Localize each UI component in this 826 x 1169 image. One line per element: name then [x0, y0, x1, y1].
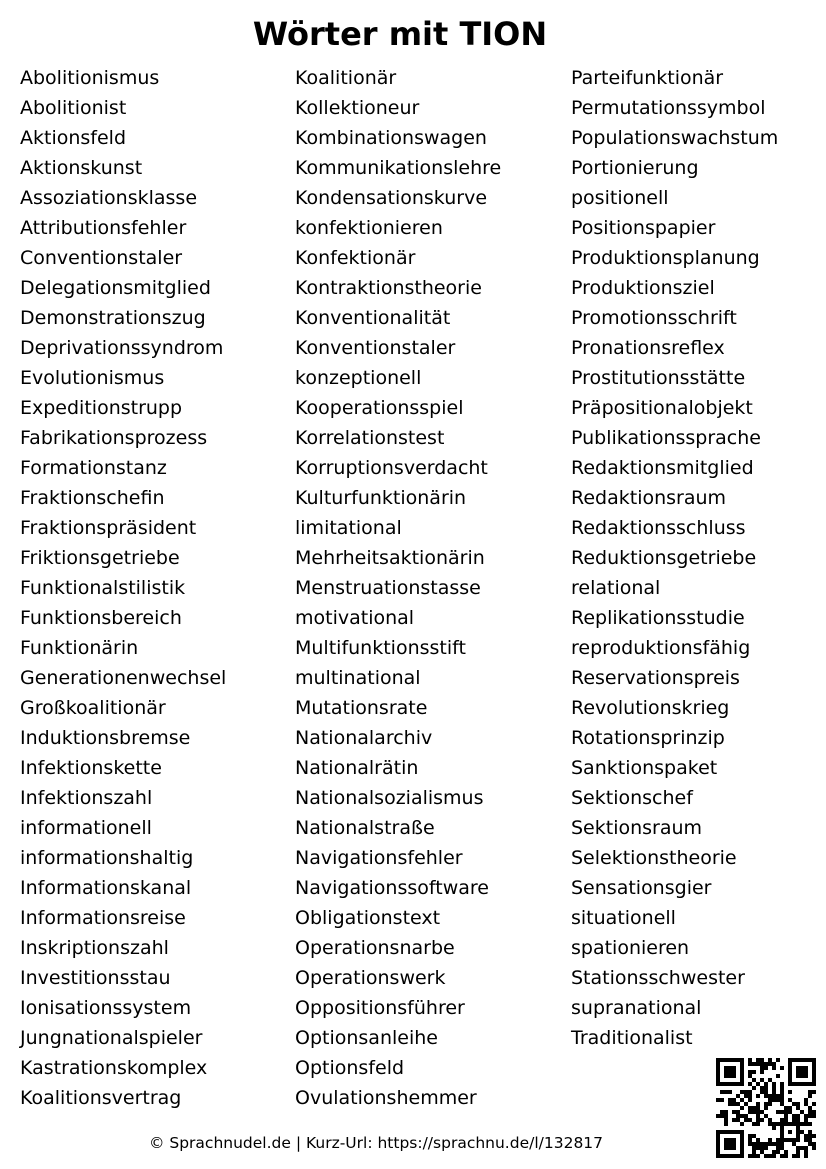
word-item: Sanktionspaket: [571, 757, 718, 779]
word-item: Ovulationshemmer: [295, 1087, 477, 1109]
word-item: Inskriptionszahl: [20, 937, 169, 959]
word-item: konzeptionell: [295, 367, 422, 389]
word-item: Oppositionsführer: [295, 997, 465, 1019]
word-item: Parteifunktionär: [571, 67, 724, 89]
word-item: Sektionschef: [571, 787, 693, 809]
word-item: spationieren: [571, 937, 690, 959]
word-item: Koalitionsvertrag: [20, 1087, 182, 1109]
word-item: Fraktionspräsident: [20, 517, 197, 539]
word-item: Funktionsbereich: [20, 607, 182, 629]
word-item: Aktionsfeld: [20, 127, 127, 149]
word-item: Expeditionstrupp: [20, 397, 183, 419]
word-item: Traditionalist: [571, 1027, 693, 1049]
word-item: Multifunktionsstift: [295, 637, 466, 659]
word-item: Delegationsmitglied: [20, 277, 211, 299]
word-item: Sektionsraum: [571, 817, 703, 839]
word-item: Großkoalitionär: [20, 697, 166, 719]
word-item: Obligationstext: [295, 907, 441, 929]
word-item: Generationenwechsel: [20, 667, 227, 689]
word-column-2: [295, 63, 501, 1113]
word-item: Informationsreise: [20, 907, 186, 929]
word-item: Selektionstheorie: [571, 847, 737, 869]
word-item: Abolitionist: [20, 97, 127, 119]
word-item: Redaktionsraum: [571, 487, 727, 509]
word-item: Konventionstaler: [295, 337, 456, 359]
word-item: Stationsschwester: [571, 967, 745, 989]
footer-credit: © Sprachnudel.de | Kurz-Url: https://sprachnu.de/l/132817: [148, 1134, 604, 1152]
word-item: Deprivationssyndrom: [20, 337, 224, 359]
word-item: Investitionsstau: [20, 967, 171, 989]
word-item: Pronationsreflex: [571, 337, 725, 359]
word-item: Prostitutionsstätte: [571, 367, 746, 389]
word-item: Promotionsschrift: [571, 307, 737, 329]
word-item: Populationswachstum: [571, 127, 779, 149]
word-item: Operationsnarbe: [295, 937, 455, 959]
word-item: Friktionsgetriebe: [20, 547, 180, 569]
word-item: Ionisationssystem: [20, 997, 192, 1019]
word-item: Reservationspreis: [571, 667, 740, 689]
word-item: Formationstanz: [20, 457, 167, 479]
word-item: Nationalstraße: [295, 817, 435, 839]
word-item: Konventionalität: [295, 307, 451, 329]
word-item: Kommunikationslehre: [295, 157, 502, 179]
word-item: Revolutionskrieg: [571, 697, 730, 719]
word-item: informationshaltig: [20, 847, 194, 869]
word-column-3: [571, 63, 778, 1053]
word-item: Funktionärin: [20, 637, 139, 659]
word-item: Redaktionsmitglied: [571, 457, 754, 479]
word-item: reproduktionsfähig: [571, 637, 751, 659]
word-item: Korrelationstest: [295, 427, 445, 449]
word-item: Jungnationalspieler: [20, 1027, 203, 1049]
word-item: Mutationsrate: [295, 697, 428, 719]
word-item: Reduktionsgetriebe: [571, 547, 757, 569]
word-item: Kontraktionstheorie: [295, 277, 482, 299]
word-item: Informationskanal: [20, 877, 192, 899]
word-item: Redaktionsschluss: [571, 517, 746, 539]
word-item: Navigationssoftware: [295, 877, 489, 899]
word-item: Evolutionismus: [20, 367, 165, 389]
word-item: Präpositionalobjekt: [571, 397, 753, 419]
word-item: Kollektioneur: [295, 97, 420, 119]
word-item: Kulturfunktionärin: [295, 487, 467, 509]
word-item: Fabrikationsprozess: [20, 427, 208, 449]
word-item: Korruptionsverdacht: [295, 457, 488, 479]
word-item: Permutationssymbol: [571, 97, 766, 119]
word-item: Kondensationskurve: [295, 187, 488, 209]
word-item: Infektionszahl: [20, 787, 153, 809]
word-item: supranational: [571, 997, 702, 1019]
word-item: Fraktionschefin: [20, 487, 165, 509]
word-item: Sensationsgier: [571, 877, 712, 899]
qr-code-icon: [716, 1058, 816, 1158]
word-item: multinational: [295, 667, 421, 689]
word-item: Nationalarchiv: [295, 727, 433, 749]
word-item: Nationalsozialismus: [295, 787, 484, 809]
word-item: Attributionsfehler: [20, 217, 187, 239]
word-item: Funktionalstilistik: [20, 577, 186, 599]
word-column-1: [20, 63, 226, 1113]
word-item: informationell: [20, 817, 152, 839]
word-item: motivational: [295, 607, 415, 629]
word-item: Abolitionismus: [20, 67, 160, 89]
word-item: limitational: [295, 517, 402, 539]
word-item: Aktionskunst: [20, 157, 143, 179]
word-item: Menstruationstasse: [295, 577, 481, 599]
word-item: Optionsfeld: [295, 1057, 405, 1079]
word-item: Infektionskette: [20, 757, 162, 779]
word-item: Kastrationskomplex: [20, 1057, 208, 1079]
word-item: Kooperationsspiel: [295, 397, 464, 419]
word-item: Induktionsbremse: [20, 727, 191, 749]
word-item: Produktionsziel: [571, 277, 715, 299]
word-item: Portionierung: [571, 157, 699, 179]
word-item: Nationalrätin: [295, 757, 419, 779]
word-item: Navigationsfehler: [295, 847, 463, 869]
word-item: positionell: [571, 187, 669, 209]
word-item: Optionsanleihe: [295, 1027, 438, 1049]
word-item: Koalitionär: [295, 67, 397, 89]
word-item: konfektionieren: [295, 217, 443, 239]
word-item: Demonstrationszug: [20, 307, 206, 329]
word-item: Mehrheitsaktionärin: [295, 547, 485, 569]
word-item: Positionspapier: [571, 217, 716, 239]
word-item: Replikationsstudie: [571, 607, 745, 629]
page-title: Wörter mit TION: [252, 15, 548, 53]
word-item: Operationswerk: [295, 967, 446, 989]
word-item: Conventionstaler: [20, 247, 183, 269]
word-item: Rotationsprinzip: [571, 727, 725, 749]
word-item: Kombinationswagen: [295, 127, 487, 149]
word-item: Konfektionär: [295, 247, 416, 269]
word-item: Publikationssprache: [571, 427, 761, 449]
word-item: relational: [571, 577, 661, 599]
word-item: situationell: [571, 907, 676, 929]
word-item: Produktionsplanung: [571, 247, 760, 269]
word-item: Assoziationsklasse: [20, 187, 198, 209]
